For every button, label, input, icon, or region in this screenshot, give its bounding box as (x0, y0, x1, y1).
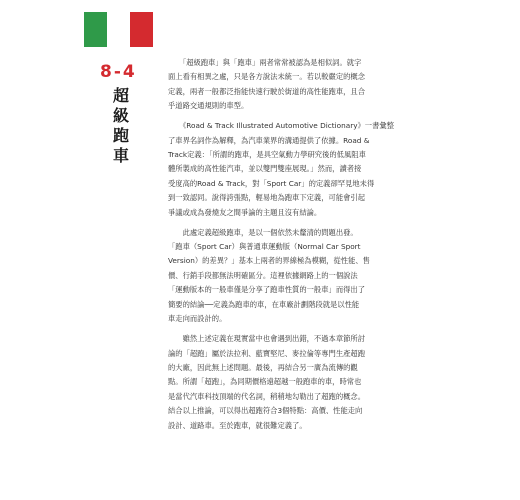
paragraph (168, 226, 384, 327)
paragraph-line: 「跑車（Sport Car）與普通車運動版（Normal Car Sport (168, 242, 361, 252)
paragraph-line: 是當代汽車科技頂端的代名詞，稍稍地勾勒出了超跑的概念。 (168, 391, 366, 401)
paragraph-line: 面上看有相異之處，只是各方說法未統一。若以較嚴定的概念 (168, 72, 366, 82)
chapter-title-char: 級 (112, 106, 129, 125)
paragraph-line: 爭議或成為發燒友之間爭論的主題且沒有結論。 (168, 207, 322, 217)
italian-flag-icon (84, 12, 153, 47)
flag-red-stripe (130, 12, 153, 47)
chapter-title (112, 86, 130, 166)
chapter-title-char: 車 (112, 146, 129, 165)
paragraph-line: 簡要的結論──定義為跑車的車，在車廠計劃階段就是以性能 (168, 299, 360, 309)
flag-green-stripe (84, 12, 107, 47)
paragraph-line: 了車界名詞作為解釋，為汽車業界的溝通提供了依據。Road & (168, 135, 370, 145)
paragraph-line: Version）的差異？」基本上兩者的界線極為模糊，從性能、售 (168, 256, 370, 266)
paragraph-line: 「超級跑車」與「跑車」兩者常常被認為是相似詞。就字 (168, 58, 362, 67)
paragraph-line: 到一致認同。說得誇張點，輕易地為跑車下定義，可能會引起 (168, 193, 366, 203)
paragraph-line: 設計、道路車。至於跑車，就很難定義了。 (168, 420, 307, 430)
paragraph-line: 的大廠，因此無上述問題。最後，再結合另一廣為流傳的觀 (168, 362, 358, 372)
article-body (168, 56, 394, 433)
paragraph (168, 56, 384, 114)
paragraph (168, 332, 384, 433)
paragraph-line: 《Road & Track Illustrated Automotive Dictionary》一書彙整 (168, 121, 394, 131)
paragraph-line: 雖然上述定義在現實當中也會遇到出錯，不過本章節所討 (168, 334, 366, 344)
paragraph-line: 「運動版本的一般車僅是分享了跑車性質的一般車」而得出了 (168, 285, 366, 295)
paragraph-line: 此處定義超級跑車，是以一個依然未釐清的問題出發。 (168, 227, 358, 237)
paragraph-line: 體所製成的高性能汽車，並以雙門雙座展現。」然而，讀者接 (168, 164, 362, 174)
paragraph-line: 點。所謂「超跑」，為同期價格遠超越一般跑車的車，時常也 (168, 377, 362, 387)
paragraph-line: 乎道路交通規則的車型。 (168, 101, 249, 111)
paragraph (168, 119, 394, 220)
paragraph-line: 車走向而設計的。 (168, 314, 227, 324)
paragraph-line: 論的「超跑」屬於法拉利、藍寶堅尼、麥拉倫等專門生產超跑 (168, 348, 366, 358)
paragraph-line: 價、行銷手段都無法明確區分。這裡依據網路上的一個說法 (168, 270, 358, 280)
paragraph-line: 受度高的Road & Track，對「Sport Car」的定義卻罕見地未得 (168, 178, 375, 188)
chapter-number: 8-4 (100, 62, 137, 82)
paragraph-line: 結合以上推論，可以得出超跑符合3個特點：高價、性能走向 (168, 406, 363, 416)
chapter-title-char: 超 (112, 86, 129, 105)
chapter-title-char: 跑 (112, 126, 129, 145)
paragraph-line: Track定義：「所謂的跑車，是具空氣動力學研究後的低風阻車 (168, 150, 366, 160)
paragraph-line: 定義，兩者一般都泛指能快速行駛於街道的高性能跑車，且合 (168, 86, 366, 96)
flag-white-stripe (107, 12, 130, 47)
